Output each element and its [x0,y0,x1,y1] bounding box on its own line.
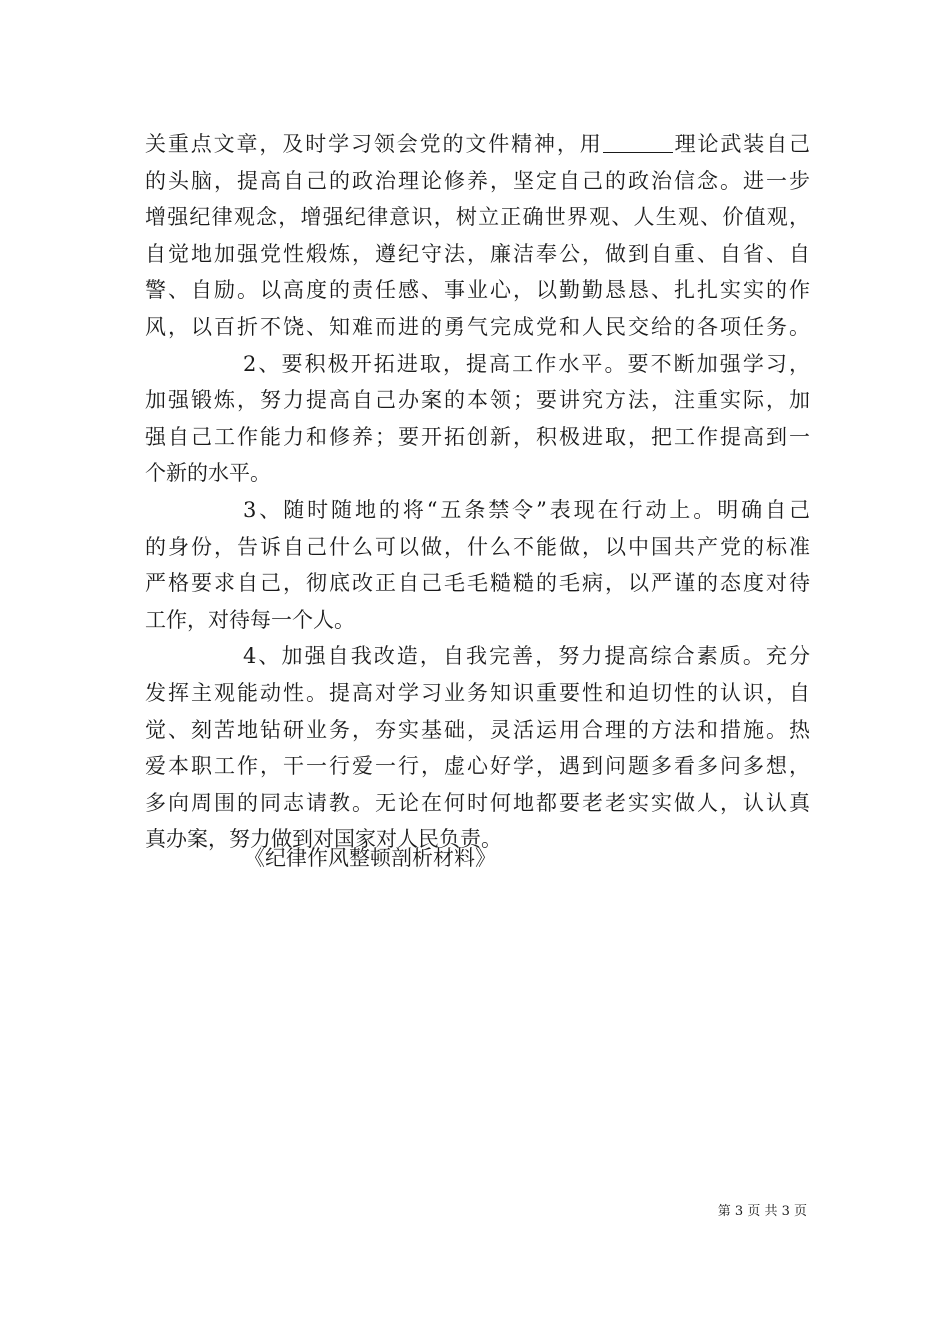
text-line: 自觉地加强党性煅炼，遵纪守法，廉洁奉公，做到自重、自省、自 [145,241,810,266]
text-line: 的头脑，提高自己的政治理论修养，坚定自己的政治信念。进一步 [145,168,810,193]
document-body [145,126,810,858]
closing-title: 《纪律作风整顿剖析材料》 [244,846,496,870]
text-line: 2、要积极开拓进取，提高工作水平。要不断加强学习， [243,351,810,376]
text-line: 的身份，告诉自己什么可以做，什么不能做，以中国共产党的标准 [145,534,810,559]
text-line: 增强纪律观念，增强纪律意识，树立正确世界观、人生观、价值观， [145,205,810,230]
text-line: 3、随时随地的将“五条禁令”表现在行动上。明确自己 [243,497,810,522]
text-line: 发挥主观能动性。提高对学习业务知识重要性和迫切性的认识，自 [145,680,810,705]
text-segment: 理论武装自己 [672,132,810,156]
text-line: 警、自励。以高度的责任感、事业心，以勤勤恳恳、扎扎实实的作 [145,278,810,303]
text-line: 个新的水平。 [145,461,271,486]
text-line: 爱本职工作，干一行爱一行，虚心好学，遇到问题多看多问多想， [145,754,810,779]
text-line: 工作，对待每一个人。 [145,607,355,632]
text-line: 4、加强自我改造，自我完善，努力提高综合素质。充分 [243,644,810,669]
text-line: 真办案，努力做到对国家对人民负责。 [145,827,502,852]
text-segment: 关重点文章，及时学习领会党的文件精神，用 [145,132,603,156]
fill-in-blank [603,132,673,153]
text-line: 多向周围的同志请教。无论在何时何地都要老老实实做人，认认真 [145,790,810,815]
page-footer: 第 3 页 共 3 页 [717,1204,807,1219]
text-line: 风，以百折不饶、知难而进的勇气完成党和人民交给的各项任务。 [145,314,810,339]
text-line [145,126,810,163]
text-line: 觉、刻苦地钻研业务，夯实基础，灵活运用合理的方法和措施。热 [145,717,810,742]
text-line: 加强锻炼，努力提高自己办案的本领；要讲究方法，注重实际，加 [145,388,810,413]
text-line: 严格要求自己，彻底改正自己毛毛糙糙的毛病，以严谨的态度对待 [145,571,810,596]
text-line: 强自己工作能力和修养；要开拓创新，积极进取，把工作提高到一 [145,424,810,449]
